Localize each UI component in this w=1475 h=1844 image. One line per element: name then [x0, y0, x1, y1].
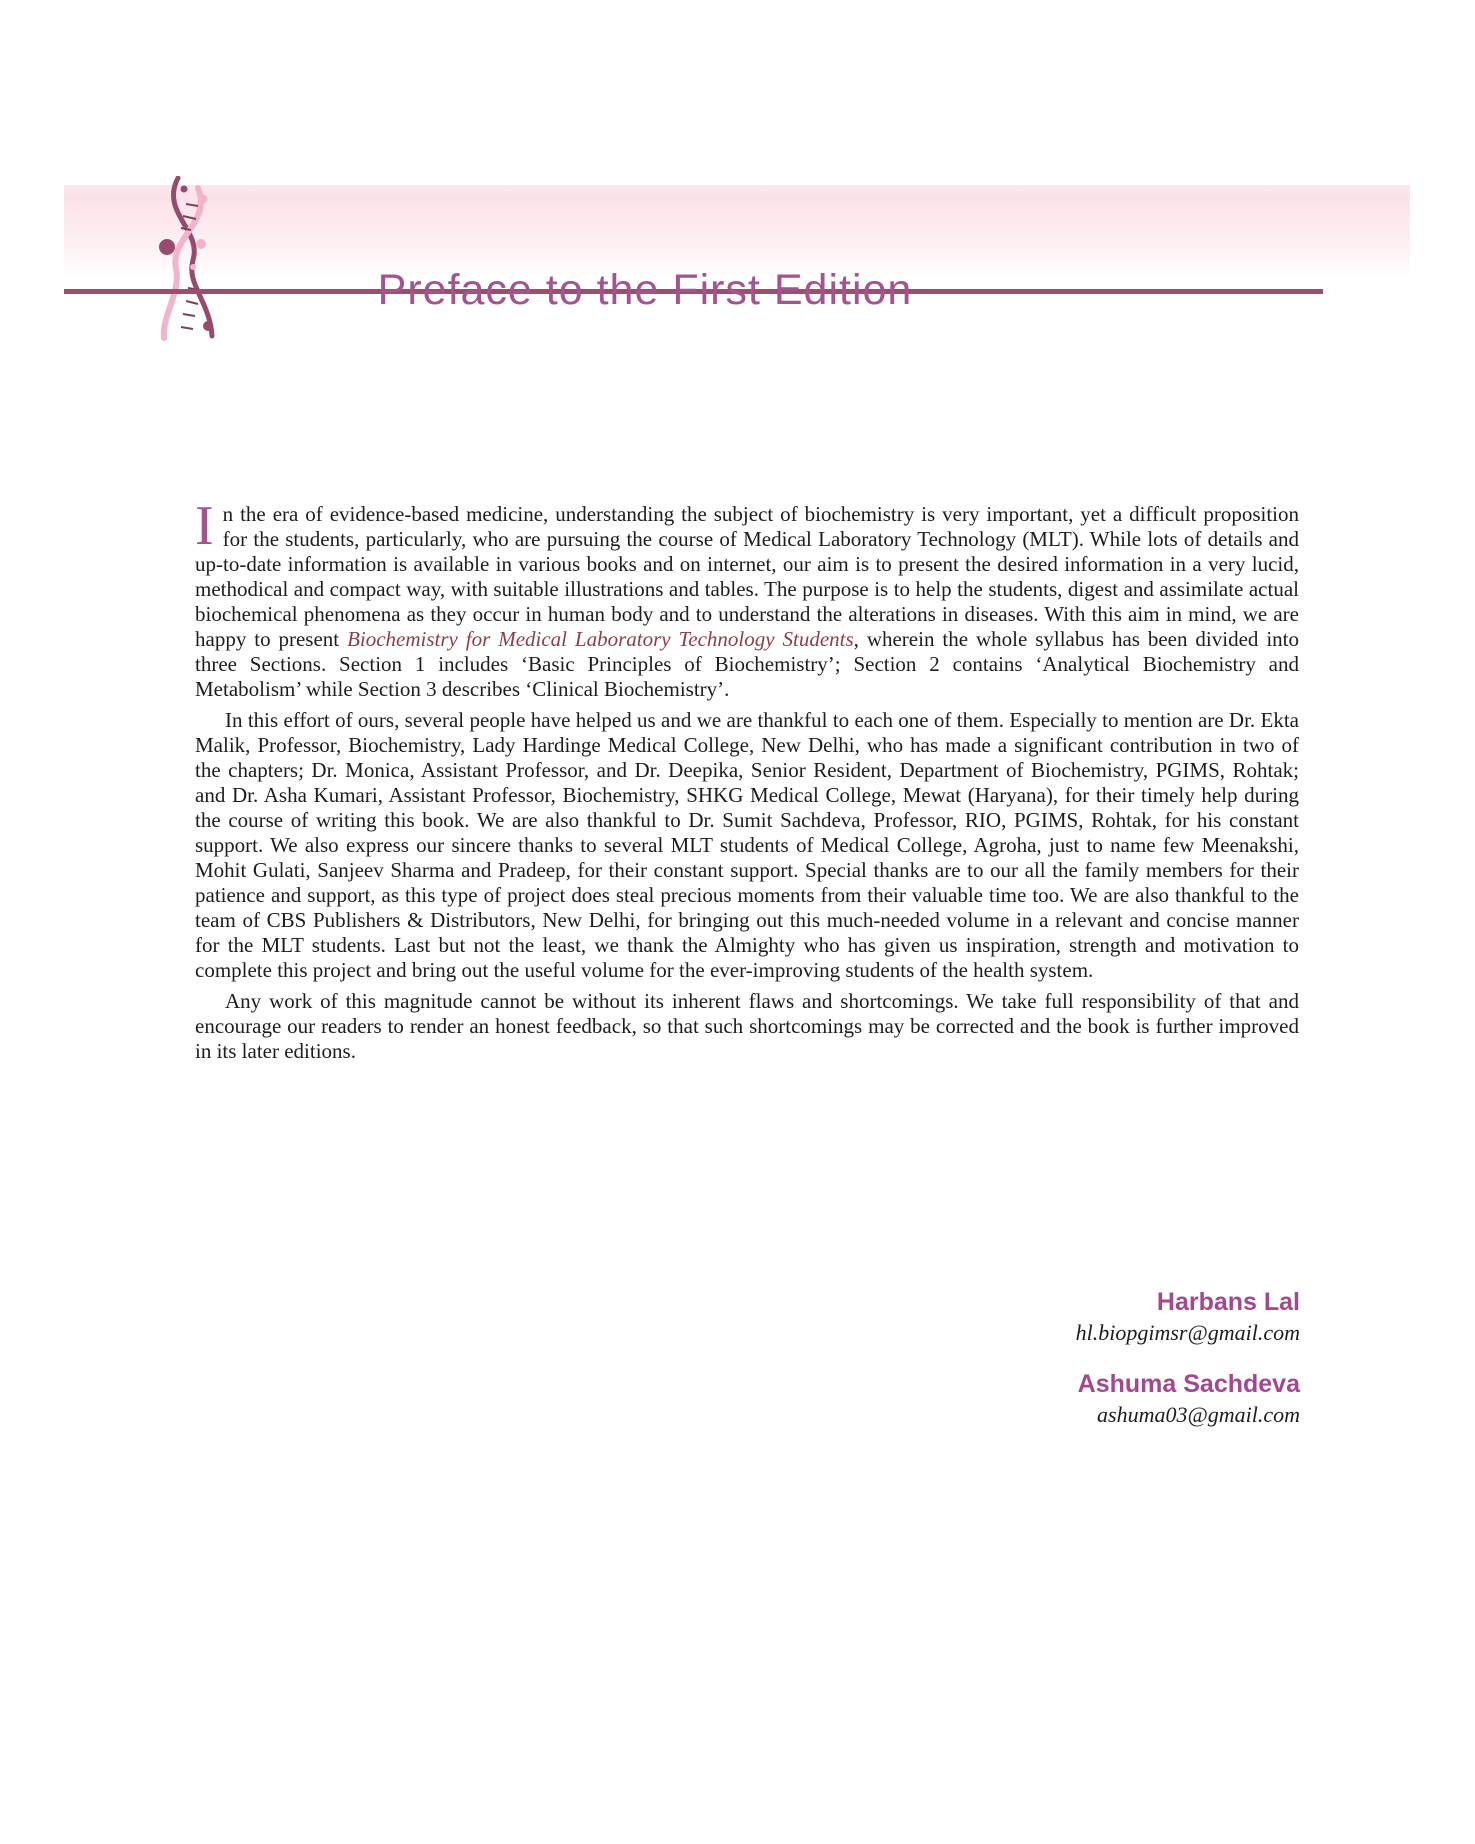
paragraph-1-text: n the era of evidence-based medicine, understanding the subject of biochemistry is very important, yet a difficult proposition for the students, particularly, who are pursuing the course of Medical Laboratory Technology (MLT). While lots of details and up-to-date information is available in various books and on internet, our aim is to present the desired information in a very lucid, methodical and compact way, with suitable illustrations and tables. The purpose is to help the students, digest and assimilate actual biochemical phenomena as they occur in human body and to understand the alterations in diseases. With this aim in mind, we are happy to present	[195, 502, 1299, 651]
signature-block	[1076, 1370, 1300, 1428]
paragraph-1	[195, 495, 1299, 702]
author-name: Ashuma Sachdeva	[1077, 1370, 1300, 1398]
dna-helix-icon	[140, 176, 232, 344]
paragraph-3: Any work of this magnitude cannot be without its inherent flaws and shortcomings. We take full responsibility of that and encourage our readers to render an honest feedback, so that such shortcomings may be corrected and the book is further improved in its later editions.	[195, 989, 1299, 1063]
signatures-block	[1076, 1288, 1300, 1428]
book-title-italic: Biochemistry for Medical Laboratory Technology Students	[347, 627, 854, 651]
page-title: Preface to the First Edition	[377, 266, 913, 314]
paragraph-2: In this effort of ours, several people have helped us and we are thankful to each one of them. Especially to mention are Dr. Ekta Malik, Professor, Biochemistry, Lady Hardinge Medical College, New Delhi, who has made a significant contribution in two of the chapters; Dr. Monica, Assistant Professor, and Dr. Deepika, Senior Resident, Department of Biochemistry, PGIMS, Rohtak; and Dr. Asha Kumari, Assistant Professor, Biochemistry, SHKG Medical College, Mewat (Haryana), for their timely help during the course of writing this book. We are also thankful to Dr. Sumit Sachdeva, Professor, RIO, PGIMS, Rohtak, for his constant support. We also express our sincere thanks to several MLT students of Medical College, Agroha, just to name few Meenakshi, Mohit Gulati, Sanjeev Sharma and Pradeep, for their constant support. Special thanks are to our all the family members for their patience and support, as this type of project does steal precious moments from their valuable time too. We are also thankful to the team of CBS Publishers & Distributors, New Delhi, for bringing out this much-needed volume in a relevant and concise manner for the MLT students. Last but not the least, we thank the Almighty who has given us inspiration, strength and motivation to complete this project and bring out the useful volume for the ever-improving students of the health system.	[195, 708, 1299, 982]
paragraph-1-continued: , wherein the whole syllabus has been divided into three Sections. Section 1 includes ‘Basic Principles of Biochemistry’; Section 2 contains ‘Analytical Biochemistry and Metabolism’ while Section 3 describes ‘Clinical Biochemistry’.	[195, 627, 1299, 701]
preface-body	[195, 495, 1299, 1064]
drop-cap: I	[195, 495, 214, 557]
author-email: ashuma03@gmail.com	[1097, 1402, 1300, 1427]
author-email: hl.biopgimsr@gmail.com	[1075, 1320, 1300, 1345]
signature-block	[1076, 1288, 1300, 1346]
author-name: Harbans Lal	[1156, 1288, 1300, 1316]
